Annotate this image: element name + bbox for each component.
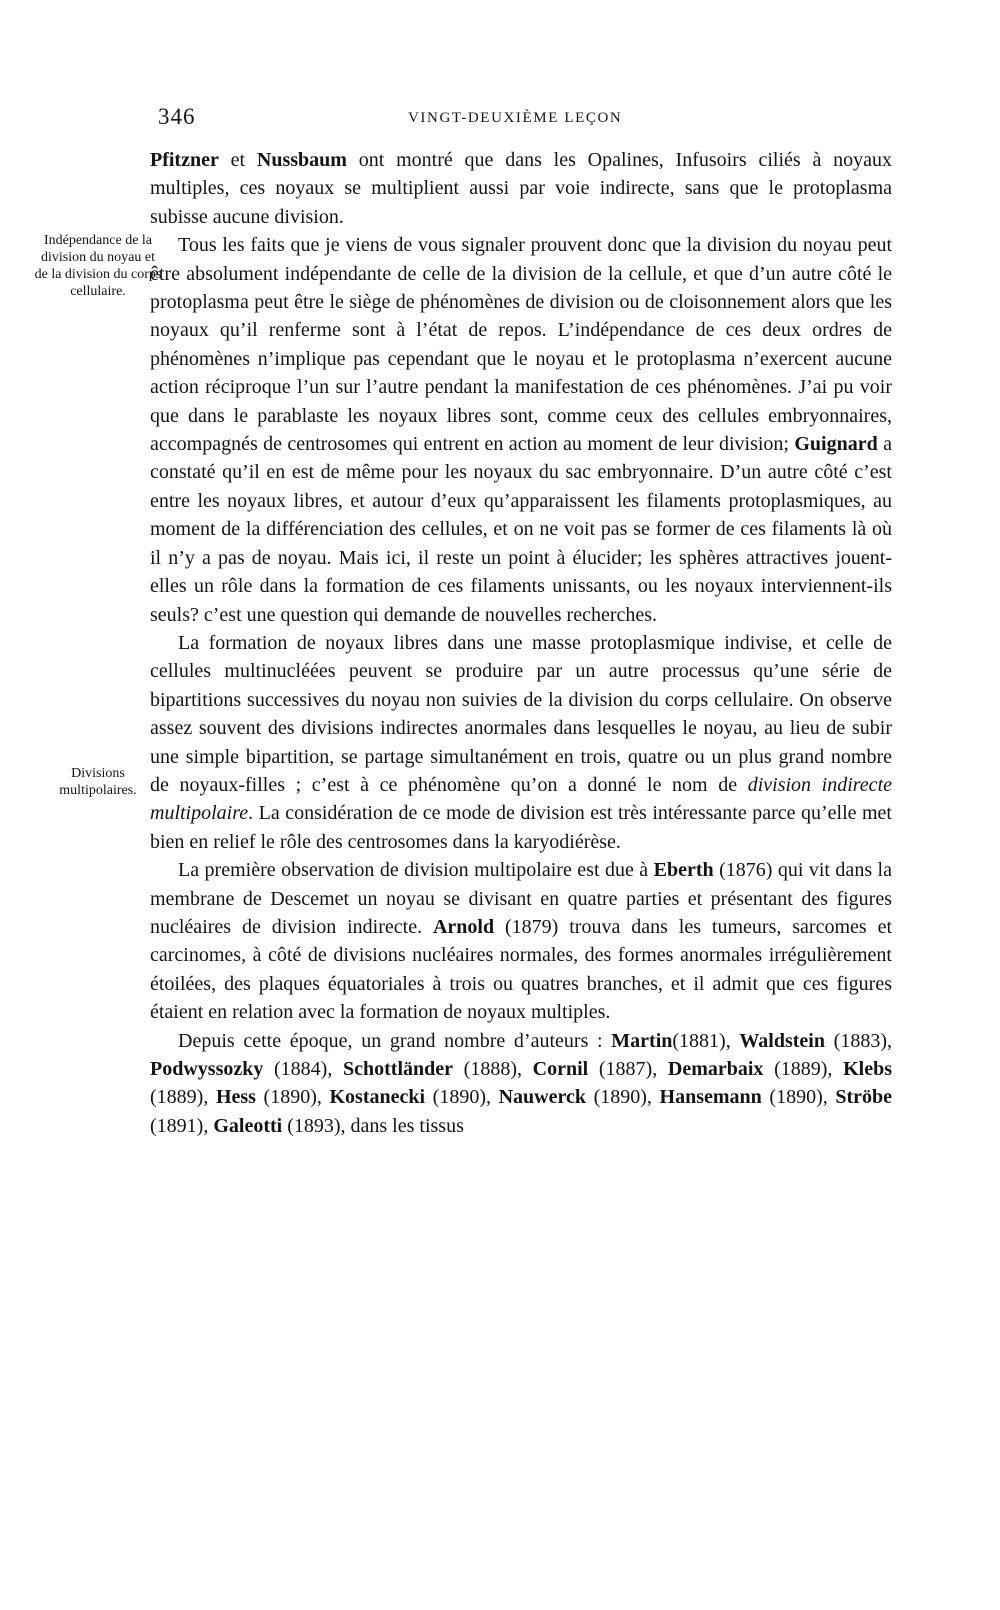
author-name: Cornil — [532, 1058, 589, 1080]
author-name: Nussbaum — [256, 149, 347, 171]
author-name: Ströbe — [835, 1086, 893, 1109]
author-name: Hess — [215, 1086, 256, 1109]
paragraph-text: Depuis cette époque, un grand nombre d’auteurs : — [178, 1029, 612, 1052]
paragraph-text: (1876) qui vit dans la membrane de Descemet un noyau se divisant en quatre parties et présentant des figures nucléaires de division indirecte. — [150, 859, 892, 938]
page-header — [158, 104, 878, 134]
paragraph-text: et — [218, 149, 257, 171]
author-name: Nauwerck — [498, 1086, 586, 1109]
author-name: Klebs — [843, 1058, 892, 1080]
page-number: 346 — [158, 104, 196, 129]
paragraph-text: (1888), — [453, 1058, 533, 1080]
author-name: Podwyssozky — [150, 1058, 264, 1080]
paragraph-text: a constaté qu’il en est de même pour les noyaux du sac embryonnaire. D’un autre côté c’est entre les noyaux libres, et autour d’eux qu’apparaissent les filaments protoplasmiques, au moment de la différenciation des cellules, et on ne voit pas se former de ces filaments là où il n’y a pas de noyau. Mais ici, il reste un point à élucider; les sphères attractives jouent-elles un rôle dans la formation de ces filaments unissants, ou les noyaux interviennent-ils seuls? c’est une question qui demande de nouvelles recherches. — [150, 433, 892, 626]
paragraph-4 — [150, 856, 892, 1026]
paragraph-3 — [150, 629, 892, 856]
paragraph-text: (1884), — [263, 1058, 344, 1080]
paragraph-text: (1890), — [255, 1086, 330, 1109]
paragraph-text: ont montré que dans les Opalines, Infusoirs ciliés à noyaux multiples, ces noyaux se multiplient aussi par voie indirecte, sans que le protoplasma subisse aucune division. — [150, 149, 892, 228]
paragraph-text: (1889), — [763, 1058, 844, 1080]
paragraph-text: (1893), dans les tissus — [282, 1114, 464, 1137]
author-name: Demarbaix — [667, 1058, 764, 1080]
margin-note-divisions-multipolaires: Divisions multipolaires. — [59, 766, 137, 798]
italic-term: division indirecte multipolaire — [150, 773, 892, 825]
author-name: Eberth — [653, 859, 714, 882]
margin-note-independance: Indépendance de la division du noyau et de la division du corps cellulaire. — [34, 233, 162, 299]
paragraph-text: La formation de noyaux libres dans une masse protoplasmique indivise, et celle de cellules multinucléées peuvent se produire par un autre processus qu’une série de bipartitions successives du noyau non suivies de la division du corps cellulaire. On observe assez souvent des divisions indirectes anormales dans lesquelles le noyau, au lieu de subir une simple bipartition, se partage simultanément en trois, quatre ou un plus grand nombre de noyaux-filles ; c’est à ce phénomène qu’on a donné le nom de — [150, 631, 892, 796]
paragraph-text: Tous les faits que je viens de vous signaler prouvent donc que la division du noyau peut être absolument indépendante de celle de la division de la cellule, et que d’un autre côté le protoplasma peut être le siège de phénomènes de division ou de cloisonnement alors que les noyaux qu’il renferme sont à l’état de repos. L’indépendance de ces deux ordres de phénomènes n’implique pas cependant que le noyau et le protoplasma n’exercent aucune action réciproque l’un sur l’autre pendant la manifestation de ces phénomènes. J’ai pu voir que dans le parablaste les noyaux libres sont, comme ceux des cellules embryonnaires, accompagnés de centrosomes qui entrent en action au moment de leur division; — [150, 234, 892, 456]
paragraph-2 — [150, 231, 892, 629]
author-name: Schottländer — [343, 1058, 454, 1080]
paragraph-text: (1890), — [761, 1086, 836, 1109]
paragraph-text: (1887), — [588, 1058, 668, 1080]
paragraph-text: (1890), — [586, 1086, 660, 1109]
author-name: Kostanecki — [329, 1086, 426, 1109]
paragraph-text: (1883), — [824, 1029, 892, 1052]
author-name: Guignard — [794, 433, 878, 456]
paragraph-text: La première observation de division multipolaire est due à — [178, 859, 654, 882]
author-name: Pfitzner — [150, 149, 219, 171]
author-name: Martin — [611, 1029, 673, 1052]
paragraph-5 — [150, 1027, 892, 1141]
paragraph-text: (1889), — [150, 1086, 216, 1109]
author-name: Hansemann — [659, 1086, 762, 1109]
paragraph-text: . La considération de ce mode de division est très intéressante parce qu’elle met bien en relief le rôle des centrosomes dans la karyodiérèse. — [150, 802, 892, 853]
paragraph-text: (1879) trouva dans les tumeurs, sarcomes et carcinomes, à côté de divisions nucléaires normales, des formes anormales irrégulièrement étoilées, des plaques équatoriales à trois ou quatres branches, et il admit que ces figures étaient en relation avec la formation de noyaux multiples. — [150, 915, 893, 1024]
paragraph-1 — [150, 146, 892, 231]
paragraph-text: (1891), — [150, 1114, 214, 1137]
author-name: Arnold — [432, 915, 495, 938]
author-name: Galeotti — [213, 1114, 283, 1137]
running-title: VINGT-DEUXIÈME LEÇON — [408, 110, 623, 126]
body-text — [150, 146, 892, 1140]
paragraph-text: (1881), — [672, 1029, 740, 1052]
author-name: Waldstein — [739, 1029, 825, 1052]
paragraph-text: (1890), — [425, 1086, 499, 1109]
